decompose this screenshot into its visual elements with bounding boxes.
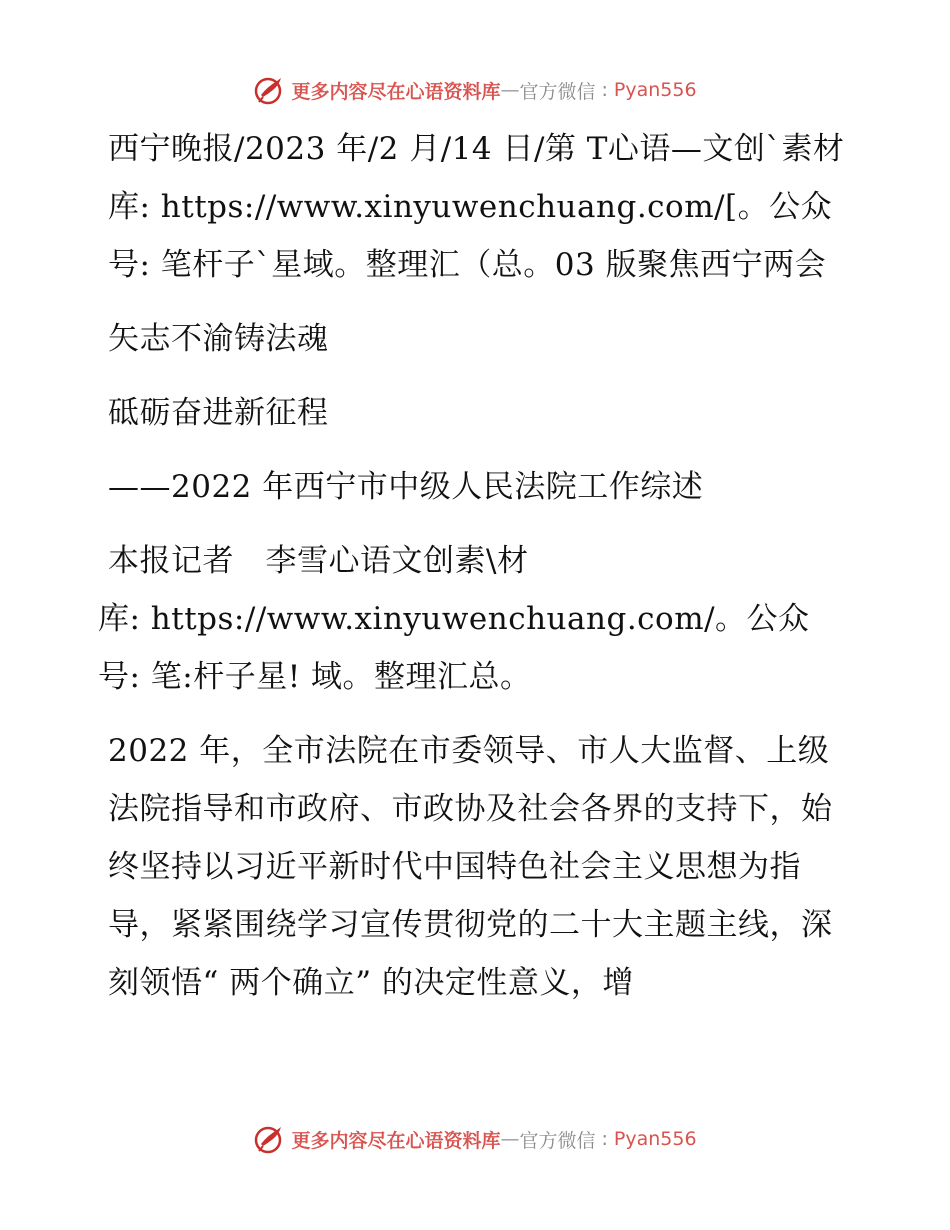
quill-pen-logo-icon xyxy=(253,73,287,107)
title-line-1: 矢志不渝铸法魂 xyxy=(108,321,329,357)
banner-dash: — xyxy=(500,79,520,101)
title-line-2: 砥砺奋进新征程 xyxy=(108,395,329,431)
body-paragraph: 2022 年，全市法院在市委领导、市人大监督、上级法院指导和市政府、市政协及社会各界的支持下，始终坚持以习近平新时代中国特色社会主义思想为指导，紧紧围绕学习宣传贯彻党的二十大主题主线，深刻领悟“ 两个确立” 的决定性意义，增 xyxy=(108,733,833,1001)
banner-dash: — xyxy=(500,1128,520,1150)
byline-line-1: 本报记者 李雪心语文创素\材 xyxy=(108,543,529,579)
footer-watermark-banner xyxy=(0,1119,950,1159)
banner-wechat-id: Pyan556 xyxy=(613,1128,697,1150)
byline-line-2: 库: https://www.xinyuwenchuang.com/。公众 xyxy=(98,601,810,637)
subtitle: ——2022 年西宁市中级人民法院工作综述 xyxy=(108,469,704,505)
banner-main-text: 更多内容尽在心语资料库 xyxy=(291,80,501,103)
header-watermark-banner xyxy=(0,70,950,110)
banner-official-label: 官方微信 xyxy=(519,1129,596,1152)
byline-line-3: 号: 笔:杆子星! 域。整理汇总。 xyxy=(98,659,532,695)
banner-official-label: 官方微信 xyxy=(519,80,596,103)
banner-wechat-id: Pyan556 xyxy=(613,79,697,101)
banner-separator: : xyxy=(601,79,608,101)
header-paragraph: 西宁晚报/2023 年/2 月/14 日/第 T心语—文创`素材库: https://www.xinyuwenchuang.com/[。公众号: 笔杆子`星域。整理汇（总。03 版聚焦西宁两会 xyxy=(108,131,845,283)
document-body xyxy=(98,120,858,1012)
banner-separator: : xyxy=(601,1128,608,1150)
banner-main-text: 更多内容尽在心语资料库 xyxy=(291,1129,501,1152)
quill-pen-logo-icon xyxy=(253,1122,287,1156)
